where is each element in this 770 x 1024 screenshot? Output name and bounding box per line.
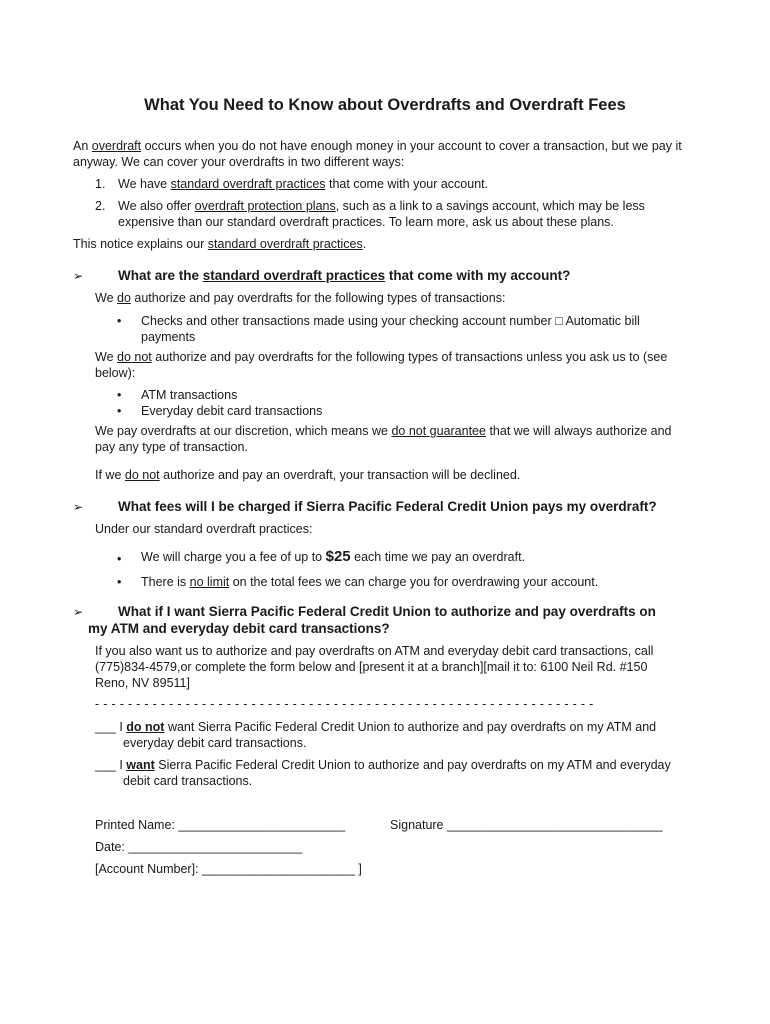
do-authorize-line: We do authorize and pay overdrafts for the following types of transactions:	[95, 291, 506, 305]
page-title: What You Need to Know about Overdrafts and Overdraft Fees	[144, 96, 626, 114]
intro-line-2: anyway. We can cover your overdrafts in two different ways:	[73, 155, 405, 169]
discretion-paragraph: We pay overdrafts at our discretion, which means we do not guarantee that we will always authorize and pay any type of transaction.	[95, 424, 672, 454]
date-field[interactable]: Date: _________________________	[95, 840, 303, 854]
list-item-2: We also offer overdraft protection plans, such as a link to a savings account, which may be less expensive than our standard overdraft practices. To learn more, ask us about these plans.	[118, 199, 645, 229]
notice-line: This notice explains our standard overdraft practices.	[73, 237, 367, 251]
opt-out-choice[interactable]: ___ I do not want Sierra Pacific Federal Credit Union to authorize and pay overdrafts on my ATM and everyday debit card transactions.	[95, 720, 657, 750]
section-3-heading-line-2: my ATM and everyday debit card transactions?	[88, 621, 390, 636]
arrow-bullet-icon: ➢	[73, 500, 84, 514]
donot-item-debit: Everyday debit card transactions	[141, 404, 323, 418]
section-3-heading-line-1: What if I want Sierra Pacific Federal Credit Union to authorize and pay overdrafts on	[118, 604, 656, 619]
printed-name-field[interactable]: Printed Name: ________________________	[95, 818, 346, 832]
arrow-bullet-icon: ➢	[73, 269, 84, 283]
under-practices-line: Under our standard overdraft practices:	[95, 522, 313, 536]
fee-line: We will charge you a fee of up to $25 each time we pay an overdraft.	[141, 548, 526, 565]
bullet-icon: •	[117, 404, 122, 418]
list-number-1: 1.	[95, 177, 106, 191]
section-1-heading: What are the standard overdraft practices that come with my account?	[118, 268, 571, 283]
do-not-authorize-paragraph: We do not authorize and pay overdrafts for the following types of transactions unless you ask us to (see below):	[95, 350, 668, 380]
list-item-1: We have standard overdraft practices that come with your account.	[118, 177, 489, 191]
intro-line-1: An overdraft occurs when you do not have enough money in your account to cover a transaction, but we pay it	[73, 139, 682, 153]
declined-line: If we do not authorize and pay an overdraft, your transaction will be declined.	[95, 468, 521, 482]
opt-in-choice[interactable]: ___ I want Sierra Pacific Federal Credit Union to authorize and pay overdrafts on my ATM and everyday debit card transactions.	[95, 758, 671, 788]
bullet-icon: •	[117, 388, 122, 402]
bullet-icon: •	[117, 575, 122, 589]
no-limit-line: There is no limit on the total fees we can charge you for overdrawing your account.	[141, 575, 599, 589]
bullet-icon: •	[117, 552, 122, 566]
signature-field[interactable]: Signature _______________________________	[390, 818, 663, 832]
list-number-2: 2.	[95, 199, 106, 213]
fee-amount: $25	[325, 548, 351, 565]
cut-line-divider: - - - - - - - - - - - - - - - - - - - - - - - - - - - - - - - - - - - - - - - - - - - - - - - - - - - - - - - - - - - - -	[95, 697, 594, 711]
do-item-checks: Checks and other transactions made using your checking account number □ Automatic bill payments	[141, 314, 640, 344]
intro-paragraph	[73, 138, 713, 170]
donot-item-atm: ATM transactions	[141, 388, 238, 402]
arrow-bullet-icon: ➢	[73, 605, 84, 619]
opt-in-instructions: If you also want us to authorize and pay overdrafts on ATM and everyday debit card transactions, call (775)834-4579,or complete the form below and [present it at a branch][mail it to: 6100 Neil Rd. #150 Reno, NV 89511]	[95, 644, 654, 690]
bullet-icon: •	[117, 314, 122, 328]
overdraft-term: overdraft	[91, 139, 142, 153]
section-2-heading: What fees will I be charged if Sierra Pacific Federal Credit Union pays my overdraft?	[118, 499, 657, 514]
account-number-field[interactable]: [Account Number]: ______________________ ]	[95, 862, 362, 876]
